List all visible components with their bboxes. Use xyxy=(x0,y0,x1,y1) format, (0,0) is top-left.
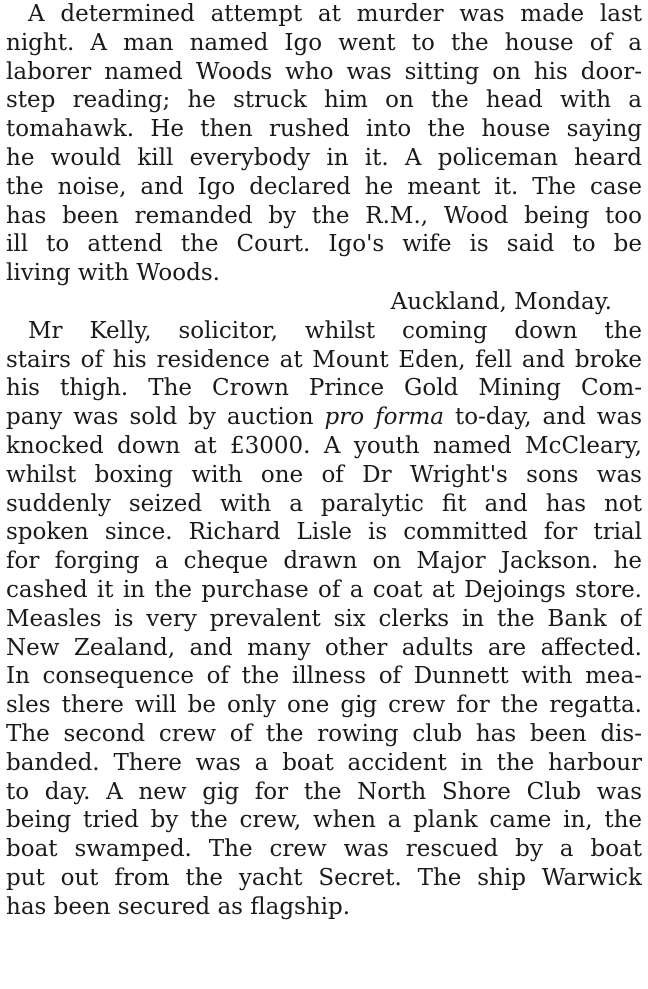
text-line: sles there will be only one gig crew for the regatta. xyxy=(6,692,642,719)
text-line: step reading; he struck him on the head with a xyxy=(6,87,642,114)
text-line: he would kill everybody in it. A policeman heard xyxy=(6,144,642,171)
text-line: spoken since. Richard Lisle is committed for trial xyxy=(6,519,642,546)
text-fragment: to-day, and was xyxy=(455,404,642,431)
article-paragraph-auckland-news xyxy=(6,317,642,922)
text-line: Mr Kelly, solicitor, whilst coming down the xyxy=(28,317,642,344)
text-line: living with Woods. xyxy=(6,260,220,287)
text-line xyxy=(6,403,642,432)
text-line: In consequence of the illness of Dunnett with mea- xyxy=(6,663,642,690)
text-line: New Zealand, and many other adults are affected. xyxy=(6,634,642,661)
text-line: put out from the yacht Secret. The ship Warwick xyxy=(6,864,642,891)
text-line: the noise, and Igo declared he meant it. The case xyxy=(6,173,642,200)
text-line: boat swamped. The crew was rescued by a boat xyxy=(6,836,642,863)
newspaper-column xyxy=(6,0,642,922)
text-line: laborer named Woods who was sitting on his door- xyxy=(6,58,642,85)
text-line: has been remanded by the R.M., Wood being too xyxy=(6,202,642,229)
text-line: cashed it in the purchase of a coat at Dejoings store. xyxy=(6,576,642,603)
text-line: whilst boxing with one of Dr Wright's sons was xyxy=(6,461,642,488)
text-line: night. A man named Igo went to the house of a xyxy=(6,29,642,56)
text-line: The second crew of the rowing club has been dis- xyxy=(6,720,642,747)
text-line: A determined attempt at murder was made last xyxy=(28,1,642,27)
text-line: ill to attend the Court. Igo's wife is said to be xyxy=(6,231,642,258)
text-line: has been secured as flagship. xyxy=(6,893,351,920)
text-line: suddenly seized with a paralytic fit and has not xyxy=(6,490,642,517)
text-line: for forging a cheque drawn on Major Jackson. he xyxy=(6,548,642,575)
text-fragment: pany was sold by auction xyxy=(6,404,314,431)
italic-phrase: pro forma xyxy=(324,404,444,431)
text-line: knocked down at £3000. A youth named McCleary, xyxy=(6,432,642,459)
text-line: being tried by the crew, when a plank came in, the xyxy=(6,807,642,834)
dateline: Auckland, Monday. xyxy=(390,288,612,315)
text-line: banded. There was a boat accident in the harbour xyxy=(6,749,642,776)
text-line: tomahawk. He then rushed into the house saying xyxy=(6,116,642,143)
text-line: Measles is very prevalent six clerks in the Bank of xyxy=(6,605,642,632)
article-paragraph-murder-attempt xyxy=(6,0,642,288)
text-line: his thigh. The Crown Prince Gold Mining Com- xyxy=(6,375,642,402)
text-line: to day. A new gig for the North Shore Club was xyxy=(6,778,642,805)
text-line: stairs of his residence at Mount Eden, fell and broke xyxy=(6,346,642,373)
